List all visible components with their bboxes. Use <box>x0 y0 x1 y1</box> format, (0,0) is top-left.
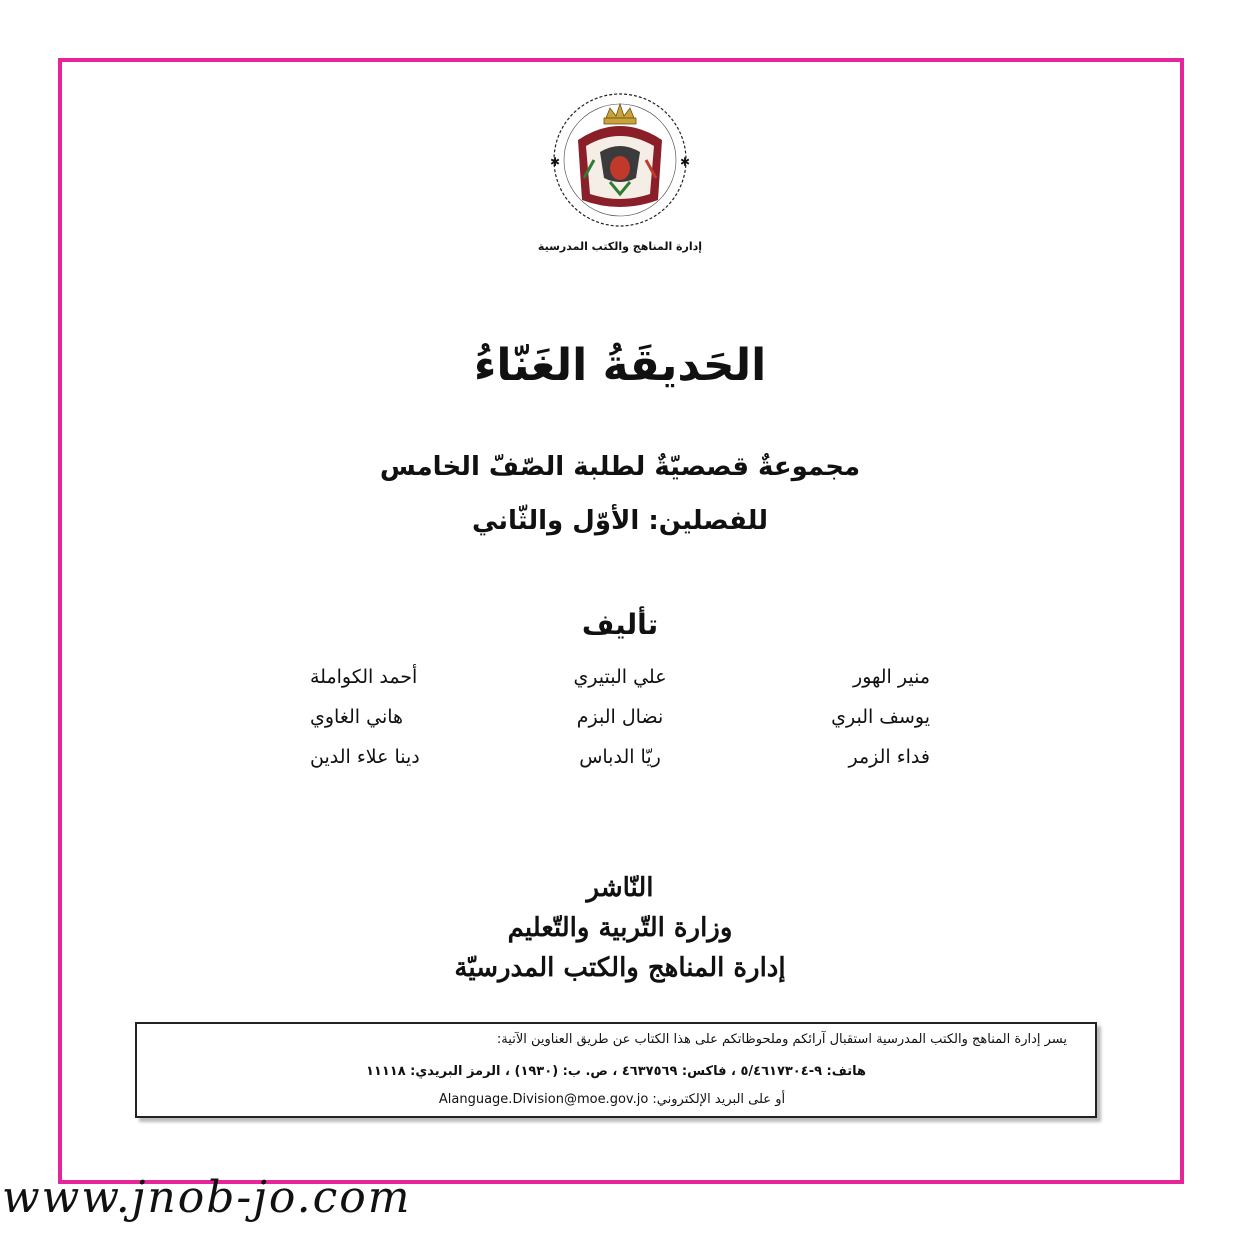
publisher-label: النّاشر <box>586 873 654 903</box>
author-name: نضال البزم <box>576 706 664 728</box>
author-name: علي البتيري <box>573 666 667 688</box>
publisher-block <box>0 868 1240 988</box>
author-name: أحمد الكواملة <box>310 666 418 688</box>
book-semesters: للفصلين: الأوّل والثّاني <box>471 506 769 536</box>
author-name: دينا علاء الدين <box>310 746 420 768</box>
author-name: فداء الزمر <box>848 746 930 768</box>
coat-of-arms-icon <box>540 82 700 262</box>
contact-intro: يسر إدارة المناهج والكتب المدرسية استقبال آرائكم وملحوظاتكم على هذا الكتاب عن طريق العناوين الآتية: <box>496 1032 1067 1047</box>
authorship-heading: تأليف <box>581 608 659 641</box>
publisher-department: إدارة المناهج والكتب المدرسيّة <box>454 953 786 983</box>
author-name: هاني الغاوي <box>310 706 404 728</box>
ministry-emblem <box>537 82 703 262</box>
author-name: يوسف البري <box>831 706 930 728</box>
book-title: الحَديقَةُ الغَنّاءُ <box>473 340 767 391</box>
contact-email: أو على البريد الإلكتروني: Alanguage.Division@moe.gov.jo <box>438 1092 786 1107</box>
authors-list <box>310 664 930 770</box>
book-subtitle: مجموعةٌ قصصيّةٌ لطلبة الصّفّ الخامس <box>379 452 861 482</box>
author-name: ريّا الدباس <box>579 746 661 768</box>
contact-box <box>135 1022 1097 1118</box>
website-watermark: www.jnob-jo.com <box>2 1172 412 1223</box>
author-name: منير الهور <box>853 666 930 688</box>
contact-details: هاتف: ٩-٥/٤٦١٧٣٠٤ ، فاكس: ٤٦٣٧٥٦٩ ، ص. ب: (١٩٣٠) ، الرمز البريدي: ١١١١٨ <box>365 1064 867 1079</box>
svg-text:✱: ✱ <box>680 155 691 169</box>
emblem-caption: إدارة المناهج والكتب المدرسية <box>537 240 703 253</box>
svg-text:✱: ✱ <box>550 155 561 169</box>
publisher-ministry: وزارة التّربية والتّعليم <box>507 913 733 943</box>
